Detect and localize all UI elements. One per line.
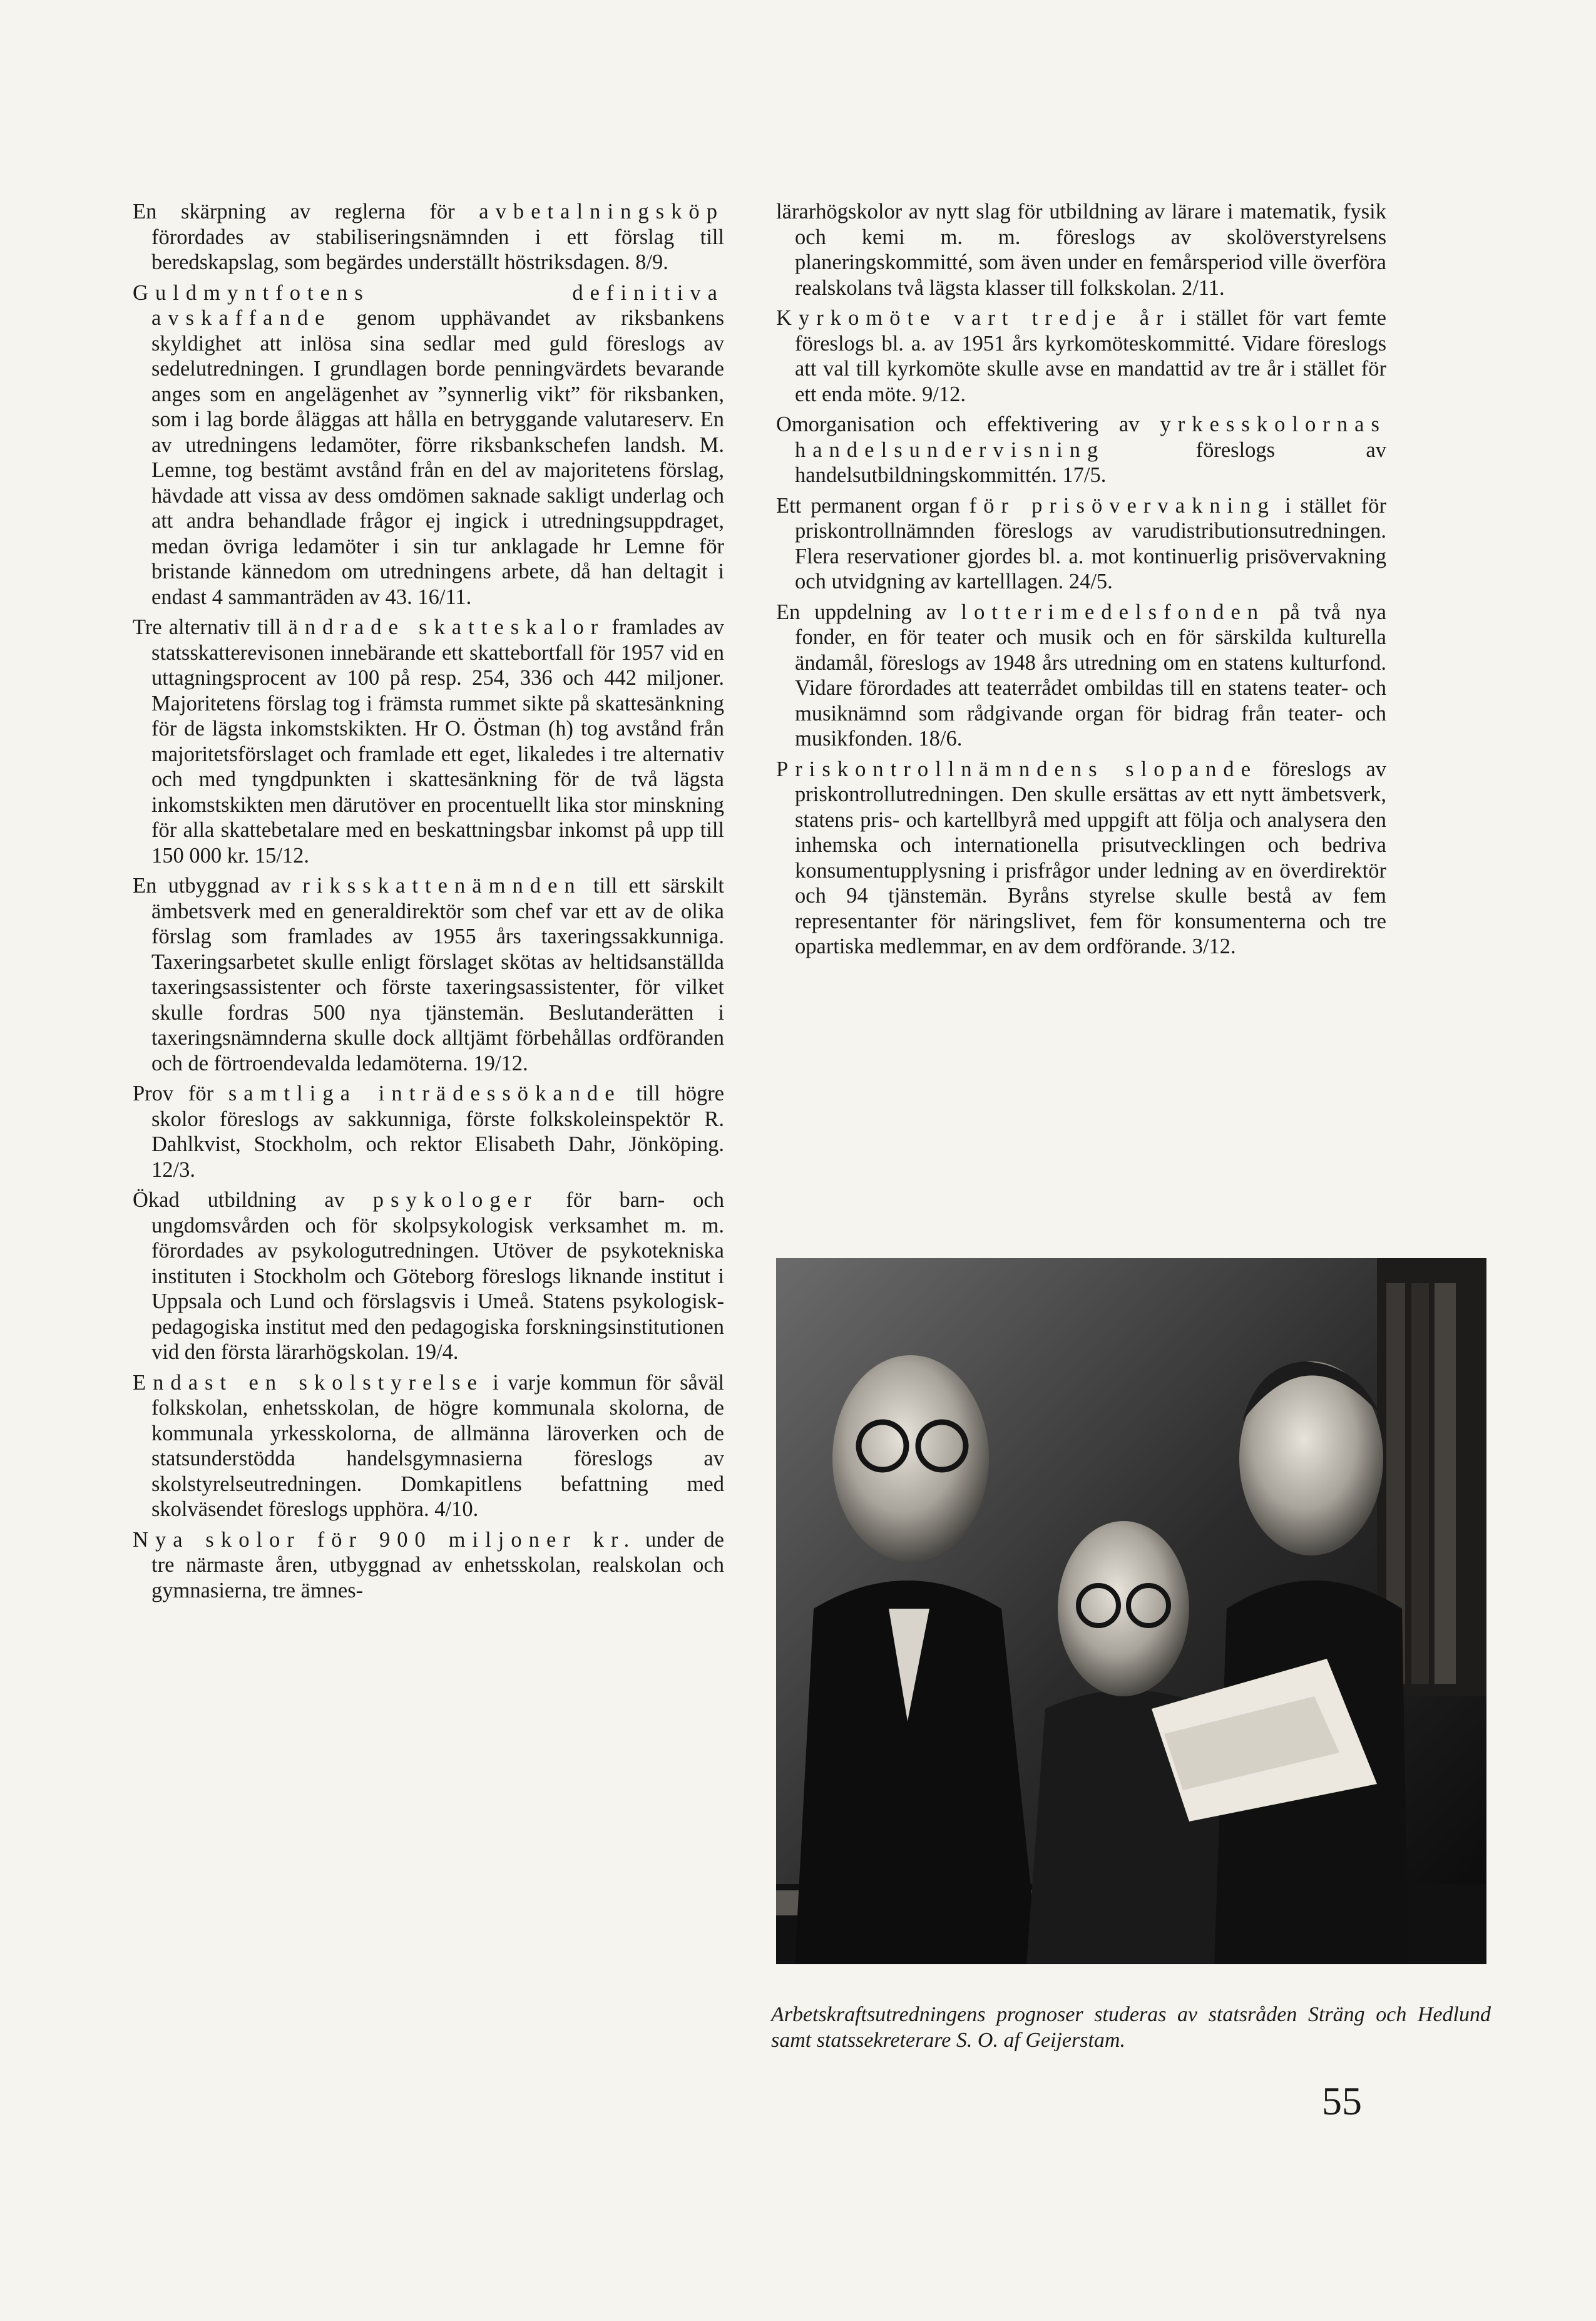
left-column [133,199,724,1608]
press-photograph [776,1258,1486,1964]
entry-text: föreslogs av priskontrollutredningen. Den skulle ersättas av ett nytt ämbetsverk, statens pris- och kartellbyrå med uppgift att följa och analysera den inhemska och internationella prisutvecklingen och bedriva konsumentupplysning i prisfrågor under ledning av en överdirektör och 94 tjänstemän. Byråns styrelse skulle bestå av fem representanter för näringslivet, fem för konsumenterna och tre opartiska medlemmar, en av dem ordförande. 3/12. [795,757,1386,958]
photo-caption: Arbetskraftsutredningens prognoser studeras av statsråden Sträng och Hedlund samt statssekreterare S. O. af Geijerstam. [771,2003,1491,2052]
spaced-keyword: Priskontrollnämndens slopande [776,757,1258,781]
spaced-keyword: Kyrkomöte vart tredje år [776,306,1170,330]
entry-text: under de tre närmaste åren, utbyggnad av enhetsskolan, realskolan och gymnasierna, tre ämnes- [151,1527,724,1602]
entry-text: Ökad utbildning av [133,1188,373,1212]
entry-text: En uppdelning av [776,600,961,624]
entry-text: genom upphävandet av riksbankens skyldighet att inlösa sina sedlar med guld föreslogs av sedelutredningen. I grundlagen borde penningvärdets bevarande anges som en angelägenhet av ”synnerlig vikt” för riksbanken, som i lag borde åläggas att hålla en betryggande valutareserv. En av utredningens ledamöter, förre riksbankschefen landsh. M. Lemne, tog bestämt avstånd från en del av majoritetens förslag, hävdade att vissa av dess omdömen saknade sakligt underlag och att andra behandlade frågor ej ingick i utredningsuppdraget, medan övriga ledamöter i sin tur anklagade hr Lemne för bristande kännedom om utredningens arbete, då han deltagit i endast 4 sammanträden av 43. 16/11. [151,306,724,609]
spaced-keyword: psykologer [372,1188,538,1212]
spaced-keyword: för prisövervakning [969,493,1276,518]
entry-paragraph [776,412,1386,488]
entry-text: i varje kommun för såväl folkskolan, enhetsskolan, de högre kommunala skolorna, de kommunala yrkesskolorna, de allmänna läroverken och de statsunderstödda handelsgymnasierna föreslogs av skolstyrelseutredningen. Domkapitlens befattning med skolväsendet föreslogs upphöra. 4/10. [151,1370,724,1521]
entry-paragraph [776,305,1386,407]
entry-paragraph [133,280,724,610]
entry-text: föreslogs av handelsutbildningskommittén. 17/5. [795,438,1386,487]
spaced-keyword: Guldmyntfotens definitiva avskaffande [133,280,724,330]
spaced-keyword: Endast en skolstyrelse [133,1370,484,1395]
entry-paragraph [133,1081,724,1182]
entry-paragraph [133,615,724,868]
page-number: 55 [1322,2079,1362,2123]
spaced-keyword: avbetalningsköp [479,200,724,223]
entry-paragraph [133,873,724,1076]
entry-paragraph [776,757,1386,960]
entry-text: för barn- och ungdomsvården och för skolpsykologisk verksamhet m. m. förordades av psykologutredningen. Utöver de psykotekniska instituten i Stockholm och Göteborg föreslogs liknande institut i Uppsala och Lund och förslagsvis i Umeå. Statens psykologisk-pedagogiska institut med den pedagogiska forskningsinstitutionen vid den första lärarhögskolan. 19/4. [151,1188,724,1364]
spaced-keyword: ändrade skatteskalor [288,615,605,639]
entry-paragraph [776,600,1386,752]
spaced-keyword: riksskattenämnden [302,874,582,898]
entry-text: framlades av statsskatterevisonen innebärande ett skattebortfall för 1957 vid en uttagningsprocent av 100 på resp. 254, 336 och 442 miljoner. Majoritetens förslag tog i främsta rummet sikte på skattesänkning för de lägsta inkomstskikten. Hr O. Östman (h) tog avstånd från majoritetsförslaget och framlade ett eget, likaledes i tre alternativ och med tyngdpunkten i skattesänkning för de två lägsta inkomstskikten men därutöver en procentuellt lika stor minskning för alla skattebetalare med en beskattningsbar inkomst på upp till 150 000 kr. 15/12. [151,615,724,868]
entry-text: En utbyggnad av [133,874,303,898]
entry-paragraph [133,1370,724,1522]
photo-illustration [776,1258,1486,1964]
entry-text: på två nya fonder, en för teater och musik och en för särskilda kulturella ändamål, föreslogs av 1948 års utredning om en statens kulturfond. Vidare förordades att teaterrådet ombildas till en statens teater- och musiknämnd som rådgivande organ för bidrag från teater- och musikfonden. 18/6. [795,600,1386,751]
spaced-keyword: yrkesskolornas handelsundervisning [795,412,1386,462]
entry-paragraph [133,199,724,275]
entry-paragraph [776,493,1386,595]
entry-text: till högre skolor föreslogs av sakkunniga, förste folkskoleinspektör R. Dahlkvist, Stockholm, och rektor Elisabeth Dahr, Jönköping. 12/3. [151,1082,724,1182]
entry-paragraph [133,1527,724,1604]
entry-text: till ett särskilt ämbetsverk med en generaldirektör som chef var ett av de olika förslag som framlades av 1955 års taxeringssakkunniga. Taxeringsarbetet skulle enligt förslaget skötas av heltidsanställda taxeringsassistenter och förste taxeringsassistenter, för vilket skulle fordras 500 nya tjänstemän. Beslutanderätten i taxeringsnämnderna skulle dock alltjämt förbehållas ordföranden och de förtroendevalda ledamöterna. 19/12. [151,874,724,1075]
entry-text: Ett permanent organ [776,493,969,518]
entry-text: i stället för priskontrollnämnden föreslogs av varudistributionsutredningen. Flera reservationer gjordes bl. a. mot kontinuerlig prisövervakning och utvidgning av kartelllagen. 24/5. [795,493,1386,593]
entry-text: Prov för [133,1082,228,1105]
entry-text: Omorganisation och effektivering av [776,412,1160,436]
spaced-keyword: samtliga inträdessökande [228,1082,622,1105]
entry-paragraph [133,1187,724,1365]
entry-text: Tre alternativ till [133,615,289,639]
entry-text: förordades av stabiliseringsnämnden i ett förslag till beredskapslag, som begärdes underställt höstriksdagen. 8/9. [151,225,724,274]
right-column [776,199,1496,965]
entry-text: lärarhögskolor av nytt slag för utbildning av lärare i matematik, fysik och kemi m. m. föreslogs av skolöverstyrelsens planeringskommitté, som även under en femårsperiod ville överföra realskolans två lägsta klasser till folkskolan. 2/11. [776,200,1386,300]
entry-text: i stället för vart femte föreslogs bl. a. av 1951 års kyrkomöteskommitté. Vidare föreslogs att val till kyrkomöte skulle avse en mandattid av tre år i stället för ett enda möte. 9/12. [795,306,1386,406]
entry-text: En skärpning av reglerna för [133,200,479,223]
spaced-keyword: Nya skolor för 900 miljoner kr. [133,1527,637,1552]
spaced-keyword: lotterimedelsfonden [961,600,1266,624]
entry-paragraph [776,199,1386,300]
